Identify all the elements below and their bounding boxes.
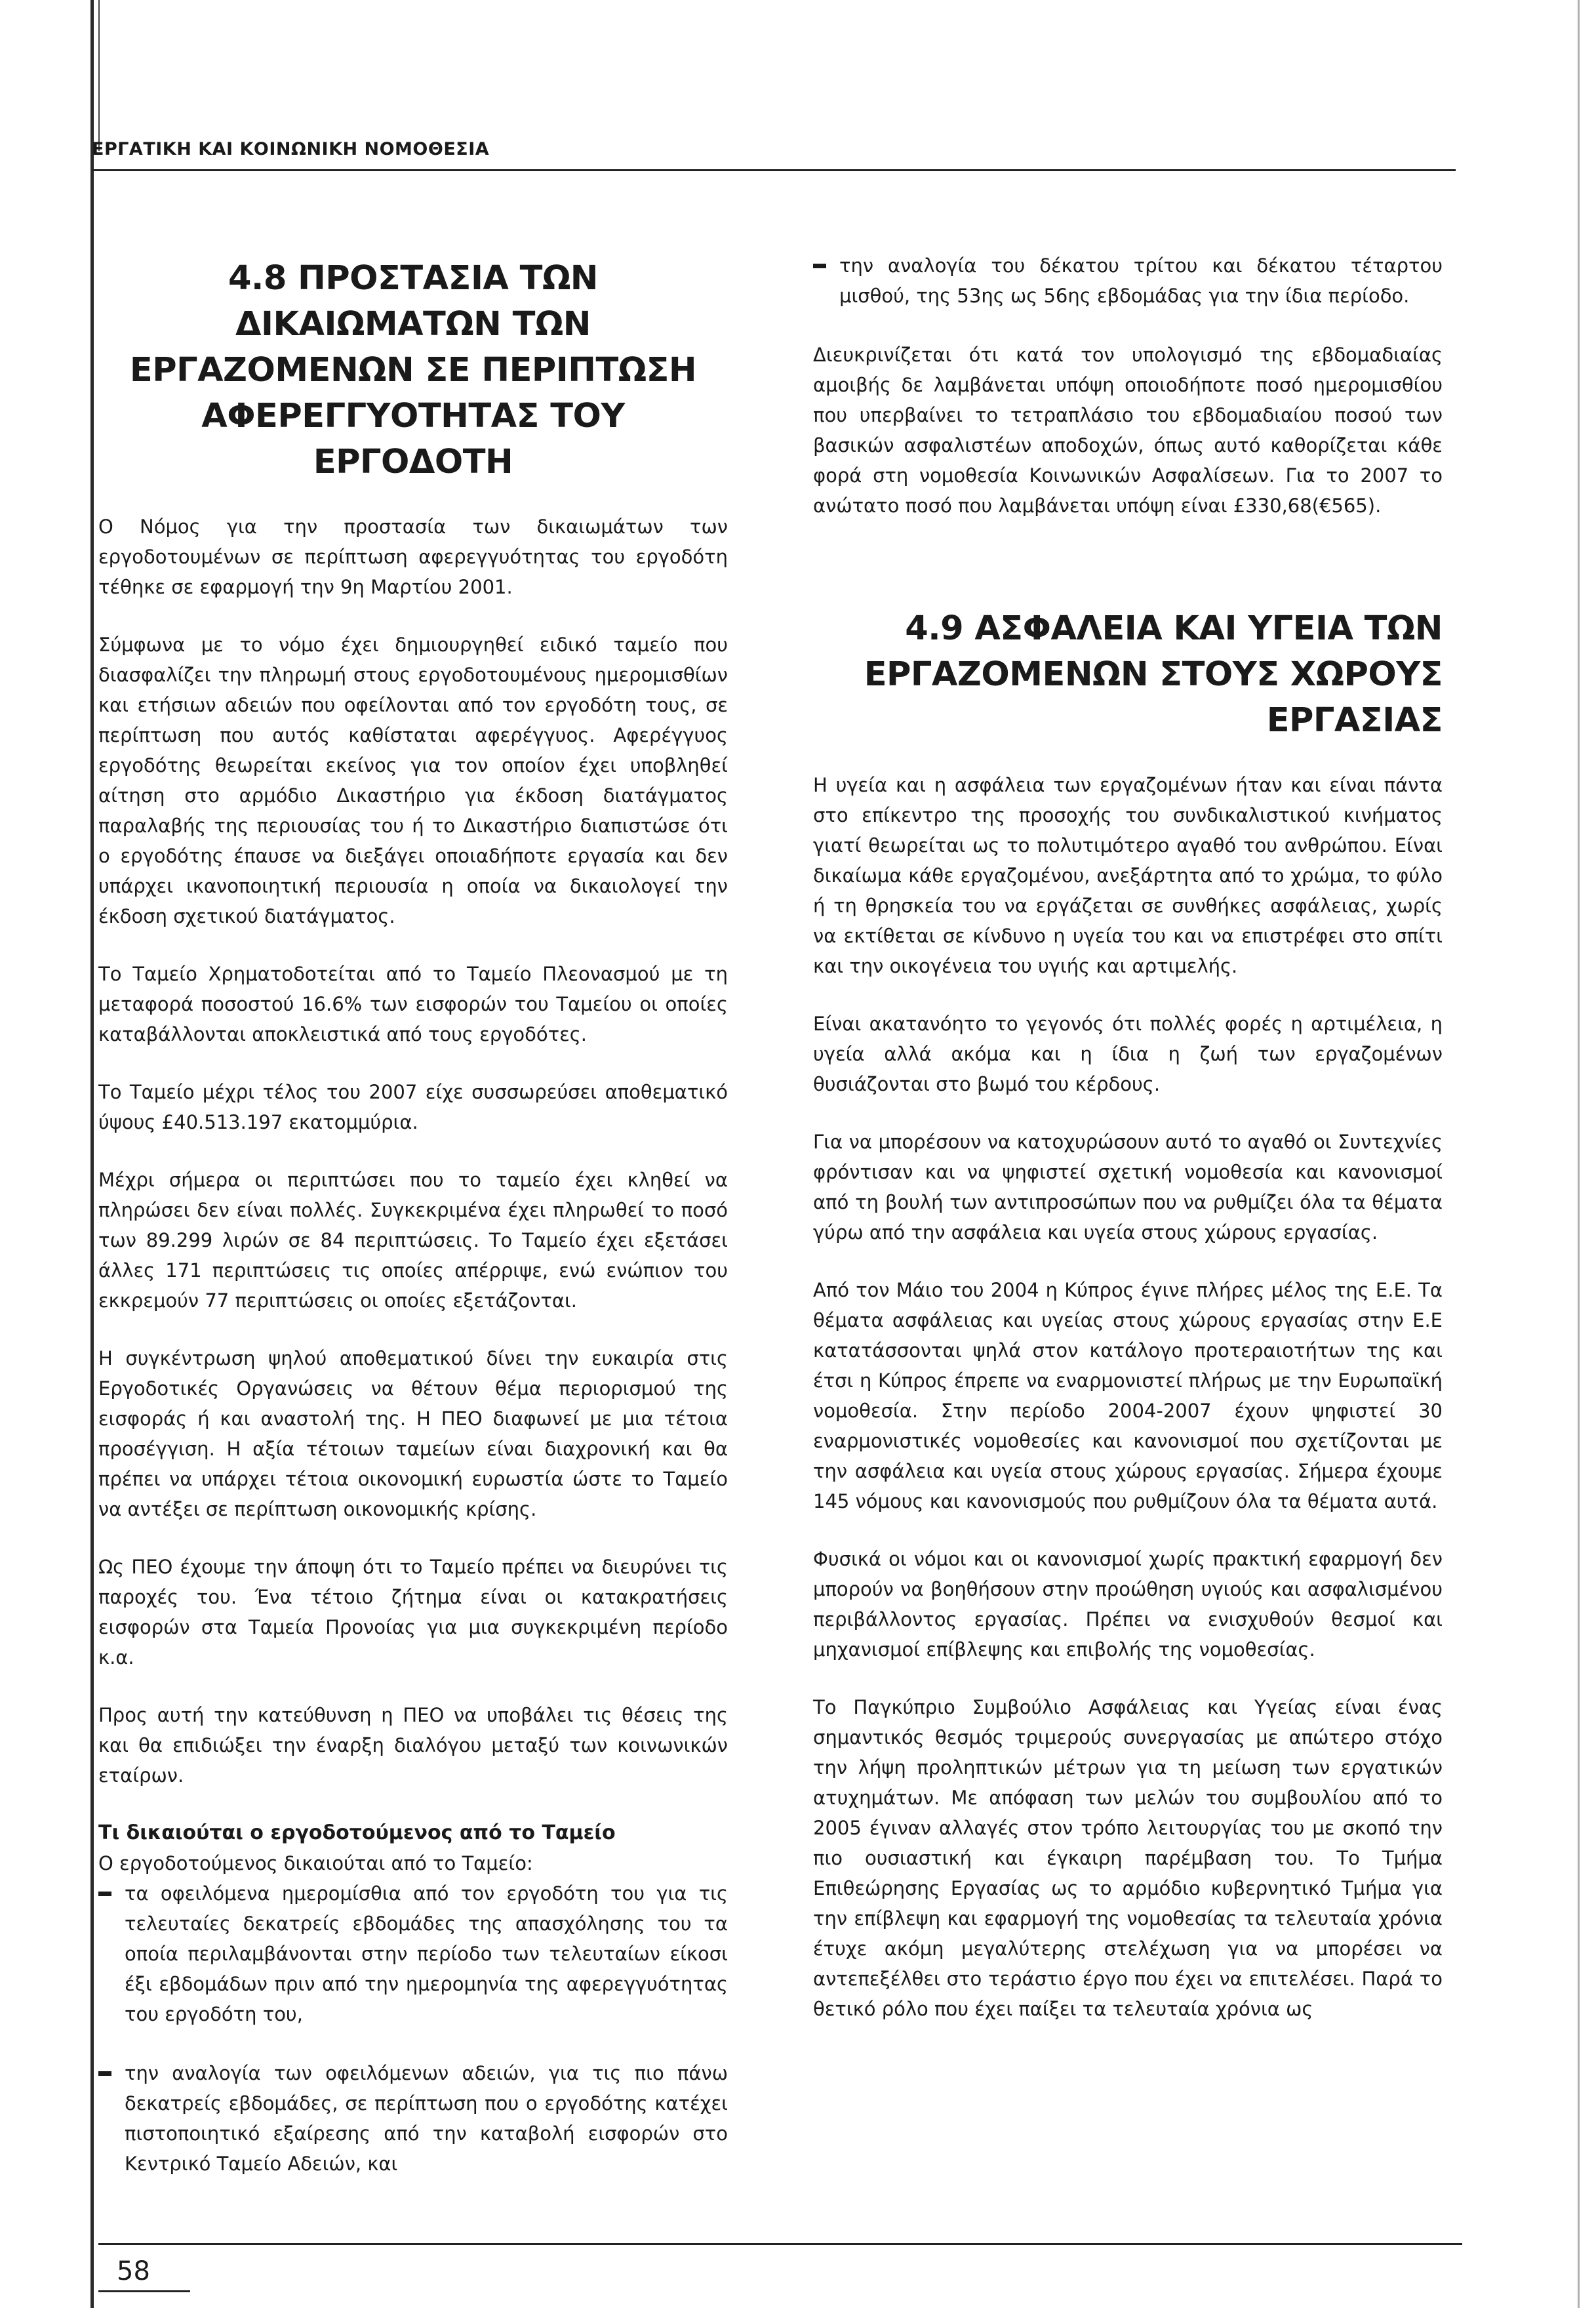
scan-edge-right [1578,0,1580,2308]
paragraph: Ο Νόμος για την προστασία των δικαιωμάτων των εργοδοτουμένων σε περίπτωση αφερεγγυότητας του εργοδότη τέθηκε σε εφαρμογή την 9η Μαρτίου 2001. [98,516,728,598]
paragraph: Είναι ακατανόητο το γεγονός ότι πολλές φορές η αρτιμέλεια, η υγεία αλλά ακόμα και η ίδια η ζωή των εργαζομένων θυσιάζονται στο βωμό του κέρδους. [813,1013,1443,1095]
right-column [813,251,1443,2052]
paragraph: Για να μπορέσουν να κατοχυρώσουν αυτό το αγαθό οι Συντεχνίες φρόντισαν και να ψηφιστεί σχετική νομοθεσία και κανονισμοί από τη βουλή των αντιπροσώπων που να ρυθμίζει όλα τα θέματα γύρω από την ασφάλεια και υγεία στους χώρους εργασίας. [813,1131,1443,1244]
paragraph: Το Ταμείο Χρηματοδοτείται από το Ταμείο Πλεονασμού με τη μεταφορά ποσοστού 16.6% των εισφορών του Ταμείου οι οποίες καταβάλλονται αποκλειστικά από τους εργοδότες. [98,963,728,1045]
paragraph: Η συγκέντρωση ψηλού αποθεματικού δίνει την ευκαιρία στις Εργοδοτικές Οργανώσεις να θέτουν θέμα περιορισμού της εισφοράς ή και αναστολή της. Η ΠΕΟ διαφωνεί με μια τέτοια προσέγγιση. Η αξία τέτοιων ταμείων είναι διαχρονική και θα πρέπει να υπάρχει τέτοια οικονομική ευρωστία ώστε το Ταμείο να αντέξει σε περίπτωση οικονομικής κρίσης. [98,1347,728,1520]
section-4-9-title: 4.9 ΑΣΦΑΛΕΙΑ ΚΑΙ ΥΓΕΙΑ ΤΩΝ ΕΡΓΑΖΟΜΕΝΩΝ ΣΤΟΥΣ ΧΩΡΟΥΣ ΕΡΓΑΣΙΑΣ [864,609,1443,740]
list-item-text: τα οφειλόμενα ημερομίσθια από τον εργοδότη του για τις τελευταίες δεκατρείς εβδομάδες της απασχόλησης του τα οποία περιλαμβάνονται στην περίοδο των τελευταίων είκοσι έξι εβδομάδων πριν από την ημερομηνία της αφερεγγυότητας του εργοδότη του, [125,1882,728,2025]
paragraph: Σύμφωνα με το νόμο έχει δημιουργηθεί ειδικό ταμείο που διασφαλίζει την πληρωμή στους εργοδοτουμένους ημερομισθίων και ετήσιων αδειών που οφείλονται από τον εργοδότη τους, σε περίπτωση που αυτός καθίσταται αφερέγγυος. Αφερέγγυος εργοδότης θεωρείται εκείνος για τον οποίον έχει υποβληθεί αίτηση στο αρμόδιο Δικαστήριο για έκδοση διατάγματος παραλαβής της περιουσίας του ή το Δικαστήριο διαπιστώσε ότι ο εργοδότης έπαυσε να διεξάγει οποιαδήποτε εργασία και δεν υπάρχει ικανοποιητική περιουσία η οποία να δικαιολογεί την έκδοση σχετικού διατάγματος. [98,634,728,927]
header-rule [92,169,1456,171]
bullet-list [98,1878,728,2179]
list-item-text: την αναλογία των οφειλόμενων αδειών, για τις πιο πάνω δεκατρείς εβδομάδες, σε περίπτωση που ο εργοδότης κατέχει πιστοποιητικό εξαίρεσης από την καταβολή εισφορών στο Κεντρικό Ταμείο Αδειών, και [125,2062,728,2175]
paragraph: Από τον Μάιο του 2004 η Κύπρος έγινε πλήρες μέλος της Ε.Ε. Τα θέματα ασφάλειας και υγείας στους χώρους εργασίας στην Ε.Ε κατατάσσονται ψηλά στον κατάλογο προτεραιοτήτων της και έτσι η Κύπρος έπρεπε να εναρμονιστεί πλήρως με την Ευρωπαϊκή νομοθεσία. Στην περίοδο 2004-2007 έχουν ψηφιστεί 30 εναρμονιστικές νομοθεσίες και κανονισμοί που σχετίζονται με την ασφάλεια και υγεία στους χώρους εργασίας. Σήμερα έχουμε 145 νόμους και κανονισμούς που ρυθμίζουν όλα τα θέματα αυτά. [813,1279,1443,1512]
section-4-8-title: 4.8 ΠΡΟΣΤΑΣΙΑ ΤΩΝ ΔΙΚΑΙΩΜΑΤΩΝ ΤΩΝ ΕΡΓΑΖΟΜΕΝΩΝ ΣΕ ΠΕΡΙΠΤΩΣΗ ΑΦΕΡΕΓΓΥΟΤΗΤΑΣ ΤΟΥ ΕΡΓΟΔΟΤΗ [129,259,697,481]
running-header-title: ΕΡΓΑΤΙΚΗ ΚΑΙ ΚΟΙΝΩΝΙΚΗ ΝΟΜΟΘΕΣΙΑ [92,139,490,159]
footer-rule [98,2243,1462,2245]
paragraph: Ο εργοδοτούμενος δικαιούται από το Ταμείο: [98,1852,533,1874]
paragraph: Το Ταμείο μέχρι τέλος του 2007 είχε συσσωρεύσει αποθεματικό ύψους £40.513.197 εκατομμύρια. [98,1081,728,1133]
paragraph: Διευκρινίζεται ότι κατά τον υπολογισμό της εβδομαδιαίας αμοιβής δε λαμβάνεται υπόψη οποιοδήποτε ποσό ημερομισθίου που υπερβαίνει το τετραπλάσιο του εβδομαδιαίου ποσού των βασικών ασφαλιστέων αποδοχών, όπως αυτό καθορίζεται κάθε φορά στη νομοθεσία Κοινωνικών Ασφαλίσεων. Για το 2007 το ανώτατο ποσό που λαμβάνεται υπόψη είναι £330,68(€565). [813,344,1443,517]
list-item [98,1878,728,2029]
subheading: Τι δικαιούται ο εργοδοτούμενος από το Ταμείο [98,1821,616,1844]
page-number-rule [98,2290,190,2292]
list-item [813,251,1443,311]
list-item [98,2058,728,2179]
scan-edge-left-mark [98,0,100,151]
bullet-list [813,251,1443,311]
left-column [98,256,728,2208]
page-number: 58 [117,2256,150,2286]
paragraph: Μέχρι σήμερα οι περιπτώσει που το ταμείο έχει κληθεί να πληρώσει δεν είναι πολλές. Συγκεκριμένα έχει πληρωθεί το ποσό των 89.299 λιρών σε 84 περιπτώσεις. Το Ταμείο έχει εξετάσει άλλες 171 περιπτώσεις τις οποίες απέρριψε, ενώ ενώπιον του εκκρεμούν 77 περιπτώσεις οι οποίες εξετάζονται. [98,1169,728,1312]
paragraph: Προς αυτή την κατεύθυνση η ΠΕΟ να υποβάλει τις θέσεις της και θα επιδιώξει την έναρξη διαλόγου μεταξύ των κοινωνικών εταίρων. [98,1704,728,1787]
list-item-text: την αναλογία του δέκατου τρίτου και δέκατου τέταρτου μισθού, της 53ης ως 56ης εβδομάδας για την ίδια περίοδο. [839,254,1443,307]
paragraph: Η υγεία και η ασφάλεια των εργαζομένων ήταν και είναι πάντα στο επίκεντρο της προσοχής του συνδικαλιστικού κινήματος γιατί θεωρείται ως το πολυτιμότερο αγαθό του ανθρώπου. Είναι δικαίωμα κάθε εργαζομένου, ανεξάρτητα από το χρώμα, το φύλο ή τη θρησκεία του να εργάζεται σε συνθήκες ασφάλειας, χωρίς να εκτίθεται σε κίνδυνο η υγεία του και να επιστρέφει στο σπίτι και την οικογένεια του υγιής και αρτιμελής. [813,774,1443,977]
paragraph: Ως ΠΕΟ έχουμε την άποψη ότι το Ταμείο πρέπει να διευρύνει τις παροχές του. Ένα τέτοιο ζήτημα είναι οι κατακρατήσεις εισφορών στα Ταμεία Προνοίας για μια συγκεκριμένη περίοδο κ.α. [98,1556,728,1669]
bullet-dash-icon [98,2071,111,2076]
scan-edge-left [90,0,94,2308]
paragraph: Το Παγκύπριο Συμβούλιο Ασφάλειας και Υγείας είναι ένας σημαντικός θεσμός τριμερούς συνεργασίας με απώτερο στόχο την λήψη προληπτικών μέτρων για τη μείωση των εργατικών ατυχημάτων. Με απόφαση των μελών του συμβουλίου από το 2005 έγιναν αλλαγές στον τρόπο λειτουργίας του με σκοπό την πιο ουσιαστική και έγκαιρη παρέμβαση του. Το Τμήμα Επιθεώρησης Εργασίας ως το αρμόδιο κυβερνητικό Τμήμα για την επίβλεψη και εφαρμογή της νομοθεσίας τα τελευταία χρόνια έτυχε ακόμη μεγαλύτερης στελέχωση για να μπορέσει να αντεπεξέλθει στο τεράστιο έργο που έχει να επιτελέσει. Παρά το θετικό ρόλο που έχει παίξει τα τελευταία χρόνια ως [813,1696,1443,2020]
bullet-dash-icon [813,264,826,268]
bullet-dash-icon [98,1892,111,1896]
paragraph: Φυσικά οι νόμοι και οι κανονισμοί χωρίς πρακτική εφαρμογή δεν μπορούν να βοηθήσουν στην προώθηση υγιούς και ασφαλισμένου περιβάλλοντος εργασίας. Πρέπει να ενισχυθούν θεσμοί και μηχανισμοί επίβλεψης και επιβολής της νομοθεσίας. [813,1548,1443,1661]
running-header [92,139,1456,159]
